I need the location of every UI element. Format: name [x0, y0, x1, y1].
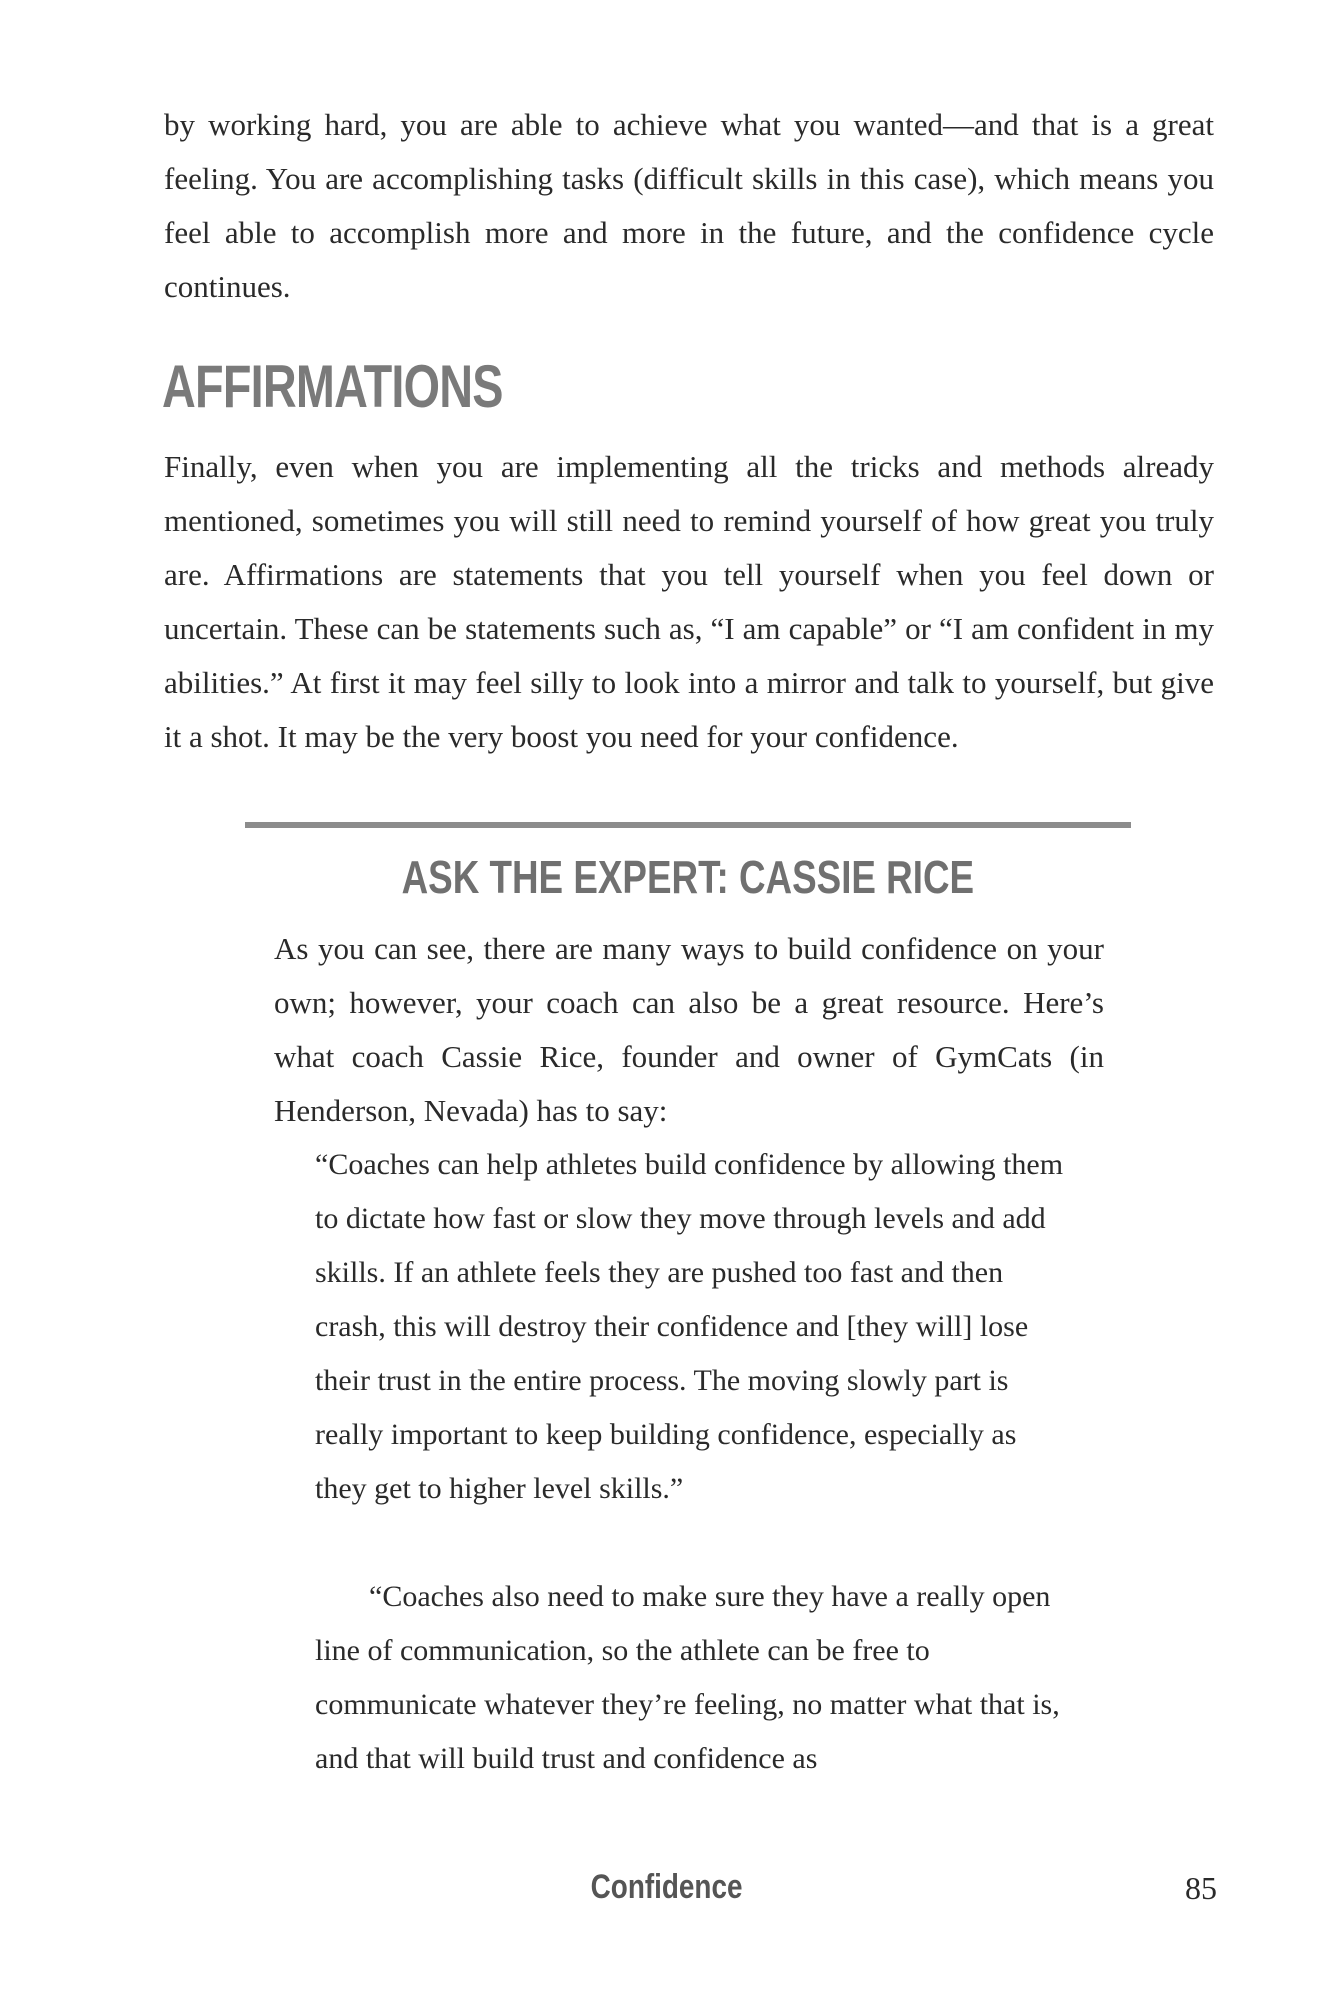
sidebar-intro-paragraph: As you can see, there are many ways to build confidence on your own; however, your coach can also be a great resource. Here’s what coach Cassie Rice, founder and owner of GymCats (in Henderson, Nevada) has to say:	[274, 931, 1104, 1128]
intro-paragraph: by working hard, you are able to achieve what you wanted—and that is a great feeling. You are accomplishing tasks (difficult skills in this case), which means you feel able to accomplish more and more in the future, and the confidence cycle continues.	[164, 107, 1214, 304]
section-body-paragraph: Finally, even when you are implementing all the tricks and methods already mentioned, sometimes you will still need to remind yourself of how great you truly are. Affirmations are statements that you tell yourself when you feel down or uncertain. These can be statements such as, “I am capable” or “I am confident in my abilities.” At first it may feel silly to look into a mirror and talk to yourself, but give it a shot. It may be the very boost you need for your confidence.	[164, 449, 1214, 754]
page-number: 85	[1185, 1870, 1217, 1906]
expert-quote-1: “Coaches can help athletes build confidence by allowing them to dictate how fast or slow they move through levels and add skills. If an athlete feels they are pushed too fast and then crash, this will destroy their confidence and [they will] lose their trust in the entire process. The moving slowly part is really important to keep building confidence, especially as they get to higher level skills.”	[315, 1148, 1064, 1505]
sidebar-title	[245, 850, 1131, 904]
sidebar-divider	[245, 822, 1131, 828]
expert-quote-2: “Coaches also need to make sure they have a really open line of communication, so the athlete can be free to communicate whatever they’re feeling, no matter what that is, and that will build trust and confidence as	[315, 1580, 1060, 1775]
section-heading: AFFIRMATIONS	[162, 353, 503, 420]
sidebar-title-text: ASK THE EXPERT: CASSIE RICE	[401, 851, 975, 903]
running-footer-title	[0, 1868, 1333, 1907]
running-footer-title-text: Confidence	[590, 1868, 743, 1906]
